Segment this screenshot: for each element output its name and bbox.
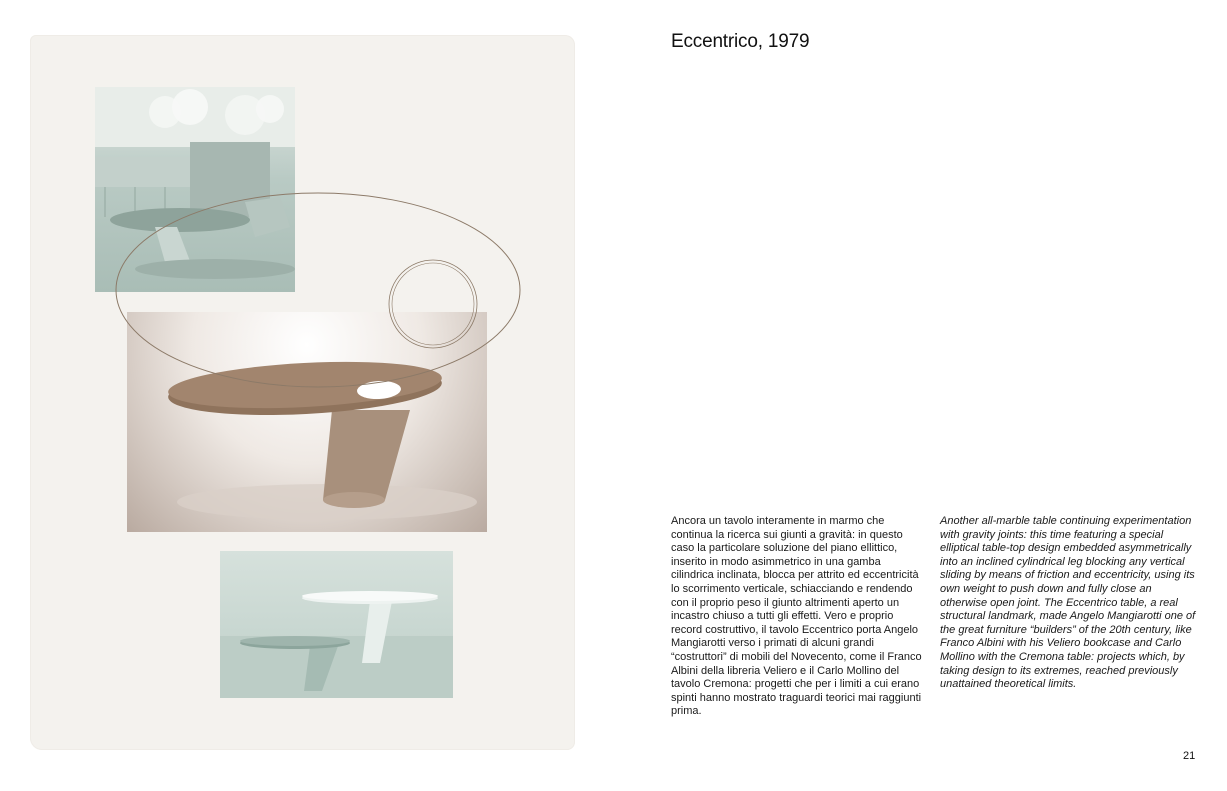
- body-text-italian: Ancora un tavolo interamente in marmo che continua la ricerca sui giunti a gravità: in questo caso la particolare soluzione del piano ellittico, inserito in modo asimmetrico in una gamba cilindrica inclinata, blocca per attrito ed eccentricità lo scorrimento verticale, schiacciando e rendendo con il proprio peso il giunto altrimenti aperto un incastro chiuso a tutti gli effetti. Vero e proprio record costruttivo, il tavolo Eccentrico porta Angelo Mangiarotti verso i primati di alcuni grandi “costruttori” di mobili del Novecento, come il Franco Albini della libreria Veliero e il Carlo Mollino del tavolo Cremona: progetti che per i limiti a cui erano spinti hanno mostrato traguardi teorici mai raggiunti prima.: [671, 515, 922, 718]
- page-title: Eccentrico, 1979: [671, 31, 810, 52]
- page-number: 21: [1183, 750, 1196, 762]
- photo-eccentrico-table: [127, 312, 487, 532]
- photo-interior-showroom: [95, 87, 295, 292]
- body-text-english: Another all-marble table continuing experimentation with gravity joints: this time featuring a special elliptical table-top design embedded asymmetrically into an inclined cylindrical leg blocking any vertical sliding by means of friction and eccentricity, using its own weight to push down and fully close an otherwise open joint. The Eccentrico table, a real structural landmark, made Angelo Mangiarotti one of the great furniture “builders” of the 20th century, like Franco Albini with his Veliero bookcase and Carlo Mollino with the Cremona table: projects which, by taking design to its extremes, reached previously unattained theoretical limits.: [940, 515, 1196, 691]
- photo-two-tables: [220, 551, 453, 698]
